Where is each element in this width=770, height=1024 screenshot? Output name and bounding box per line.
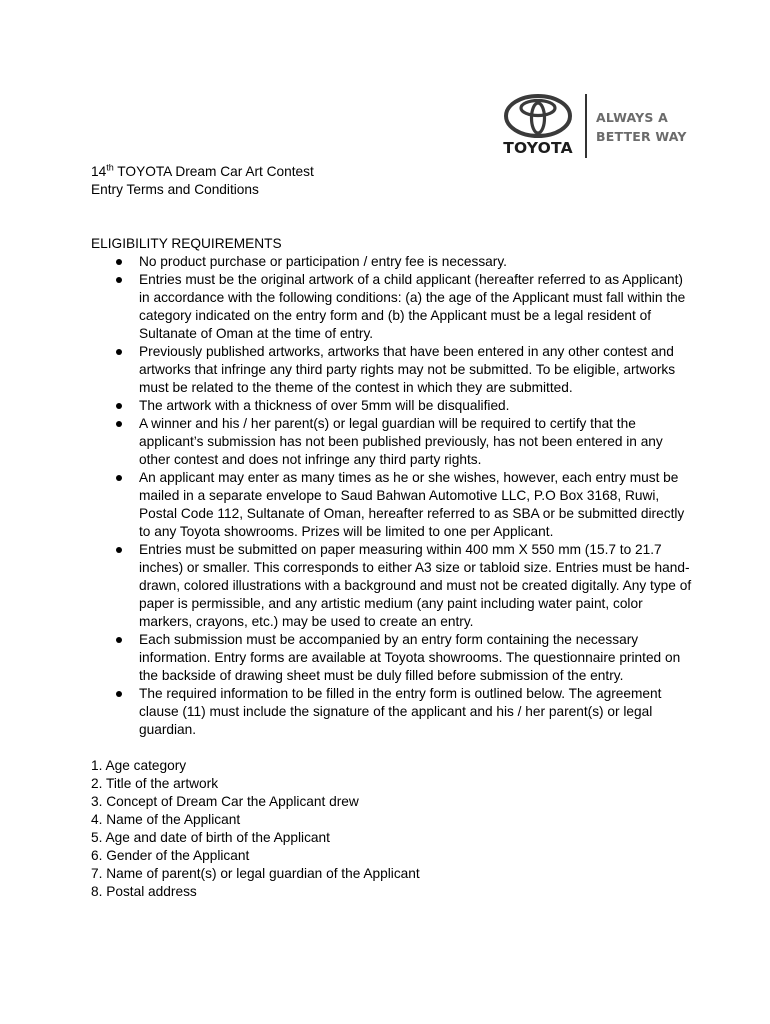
- document-subtitle: Entry Terms and Conditions: [91, 182, 259, 197]
- logo-divider: [585, 94, 587, 158]
- bullet-icon: [116, 259, 122, 265]
- list-item: [91, 541, 697, 631]
- tagline-line-2: BETTER WAY: [596, 129, 687, 144]
- list-item-text: Entries must be the original artwork of a child applicant (hereafter referred to as Applicant) in accordance with the following conditions: (a) the age of the Applicant must fall within the category indicated on the entry form and (b) the Applicant must be a legal resident of Sultanate of Oman at the time of entry.: [139, 272, 686, 341]
- title-ordinal-number: 14: [91, 164, 107, 179]
- entry-field-item: 2. Title of the artwork: [91, 776, 219, 791]
- list-item: [91, 469, 697, 541]
- list-item-text: A winner and his / her parent(s) or legal guardian will be required to certify that the applicant’s submission has not been published previously, has not been entered in any other contest and does not infringe any third party rights.: [139, 416, 663, 467]
- toyota-wordmark: TOYOTA: [503, 139, 573, 157]
- title-text: TOYOTA Dream Car Art Contest: [113, 164, 314, 179]
- list-item: [91, 343, 697, 397]
- list-item: [91, 631, 697, 685]
- bullet-icon: [116, 349, 122, 355]
- list-item-text: The required information to be filled in the entry form is outlined below. The agreement clause (11) must include the signature of the applicant and his / her parent(s) or legal guardian.: [139, 686, 662, 737]
- list-item-text: Previously published artworks, artworks that have been entered in any other contest and artworks that infringe any third party rights may not be submitted. To be eligible, artworks must be related to the theme of the contest in which they are submitted.: [139, 344, 676, 395]
- list-item-text: The artwork with a thickness of over 5mm will be disqualified.: [139, 398, 510, 413]
- document-body: [91, 163, 691, 901]
- eligibility-heading: ELIGIBILITY REQUIREMENTS: [91, 236, 282, 251]
- bullet-icon: [116, 475, 122, 481]
- toyota-logo: [496, 92, 696, 162]
- list-item: [91, 253, 697, 271]
- list-item: [91, 685, 697, 739]
- list-item: [91, 271, 697, 343]
- toyota-emblem-icon: [503, 94, 573, 138]
- list-item-text: Entries must be submitted on paper measuring within 400 mm X 550 mm (15.7 to 21.7 inches) or smaller. This corresponds to either A3 size or tabloid size. Entries must be hand-drawn, colored illustrations with a background and must not be created digitally. Any type of paper is permissible, and any artistic medium (any paint including water paint, color markers, crayons, etc.) may be used to create an entry.: [139, 542, 692, 629]
- document-title: [91, 163, 691, 181]
- bullet-icon: [116, 637, 122, 643]
- logo-tagline: [596, 108, 687, 146]
- tagline-line-1: ALWAYS A: [596, 110, 669, 125]
- list-item-text: Each submission must be accompanied by an entry form containing the necessary information. Entry forms are available at Toyota showrooms. The questionnaire printed on the backside of drawing sheet must be duly filled before submission of the entry.: [139, 632, 681, 683]
- entry-field-item: 8. Postal address: [91, 884, 197, 899]
- bullet-icon: [116, 403, 122, 409]
- entry-fields-list: [91, 757, 691, 901]
- spacer: [91, 199, 691, 235]
- entry-field-item: 4. Name of the Applicant: [91, 812, 241, 827]
- bullet-icon: [116, 691, 122, 697]
- title-ordinal-suffix: th: [106, 162, 114, 173]
- entry-field-item: 3. Concept of Dream Car the Applicant drew: [91, 794, 359, 809]
- bullet-icon: [116, 547, 122, 553]
- entry-field-item: 7. Name of parent(s) or legal guardian of the Applicant: [91, 866, 420, 881]
- list-item: [91, 415, 697, 469]
- list-item: [91, 397, 697, 415]
- eligibility-list: [91, 253, 691, 739]
- list-item-text: An applicant may enter as many times as he or she wishes, however, each entry must be mailed in a separate envelope to Saud Bahwan Automotive LLC, P.O Box 3168, Ruwi, Postal Code 112, Sultanate of Oman, hereafter referred to as SBA or be submitted directly to any Toyota showrooms. Prizes will be limited to one per Applicant.: [139, 470, 685, 539]
- entry-field-item: 5. Age and date of birth of the Applicant: [91, 830, 330, 845]
- list-item-text: No product purchase or participation / entry fee is necessary.: [139, 254, 507, 269]
- entry-field-item: 1. Age category: [91, 758, 187, 773]
- bullet-icon: [116, 277, 122, 283]
- bullet-icon: [116, 421, 122, 427]
- spacer: [91, 739, 691, 757]
- entry-field-item: 6. Gender of the Applicant: [91, 848, 250, 863]
